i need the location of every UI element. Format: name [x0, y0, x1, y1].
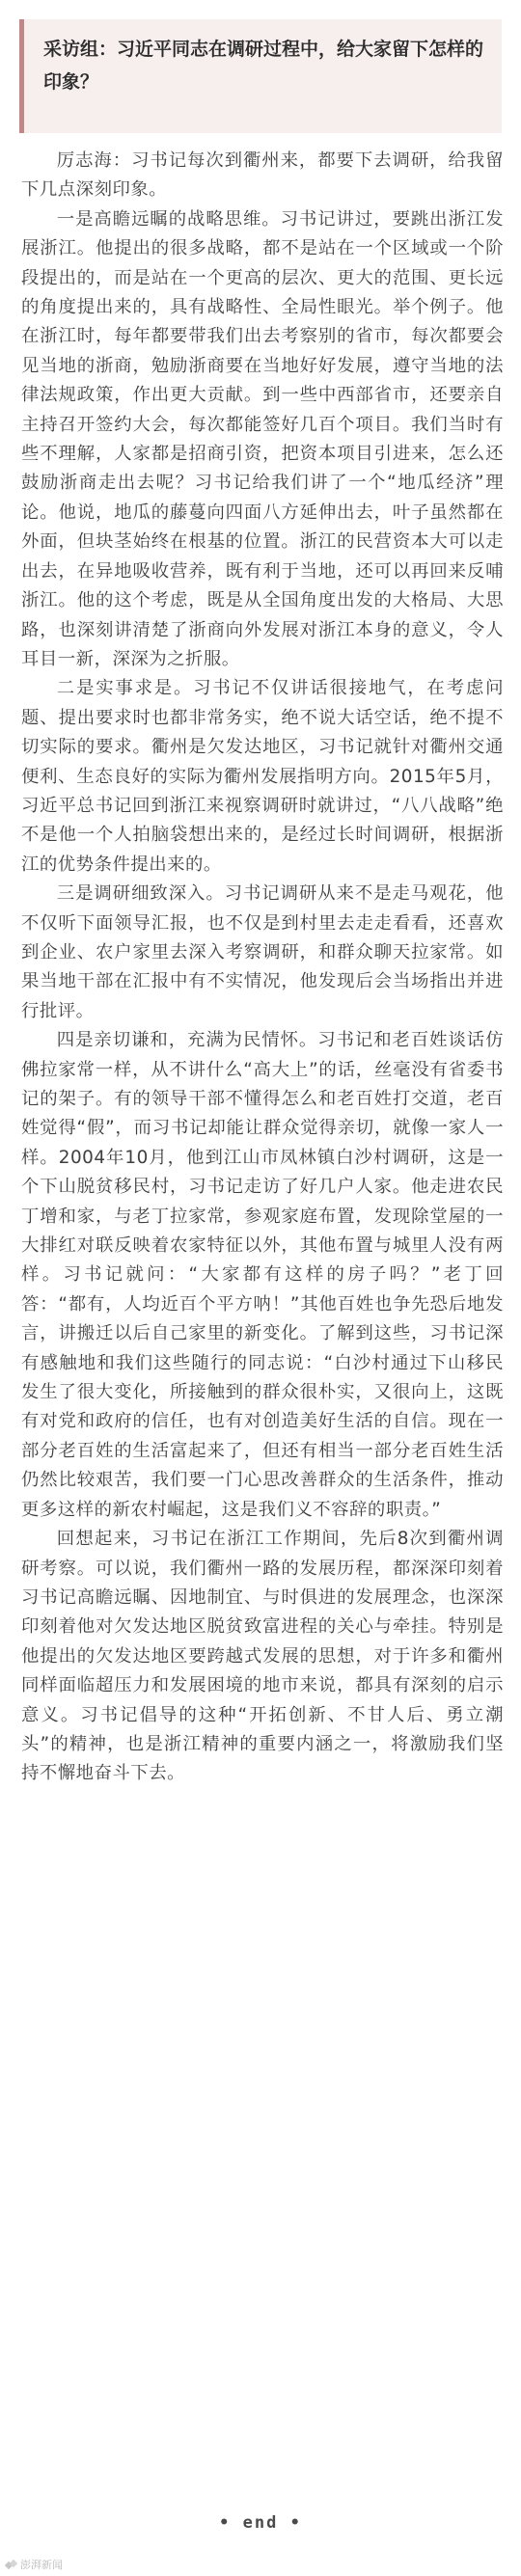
point-one-paragraph: 一是高瞻远瞩的战略思维。习书记讲过，要跳出浙江发展浙江。他提出的很多战略，都不是站在一个区域或一个阶段提出的，而是站在一个更高的层次、更大的范围、更长远的角度提出来的，具有战略性、全局性眼光。举个例子。他在浙江时，每年都要带我们出去考察别的省市，每次都要会见当地的浙商，勉励浙商要在当地好好发展，遵守当地的法律法规政策，作出更大贡献。到一些中西部省市，还要亲自主持召开签约大会，每次都能签好几百个项目。我们当时有些不理解，人家都是招商引资，把资本项目引进来，怎么还鼓励浙商走出去呢？习书记给我们讲了一个“地瓜经济”理论。他说，地瓜的藤蔓向四面八方延伸出去，叶子虽然都在外面，但块茎始终在根基的位置。浙江的民营资本大可以走出去，在异地吸收营养，既有利于当地，还可以再回来反哺浙江。他的这个考虑，既是从全国角度出发的大格局、大思路，也深刻讲清楚了浙商向外发展对浙江本身的意义，令人耳目一新，深深为之折服。	[21, 208, 504, 669]
end-marker: • end •	[219, 2513, 302, 2533]
watermark-text: 澎湃新闻	[20, 2559, 63, 2571]
point-four-paragraph: 四是亲切谦和，充满为民情怀。习书记和老百姓谈话仿佛拉家常一样，从不讲什么“高大上”的话，丝毫没有省委书记的架子。有的领导干部不懂得怎么和老百姓打交道，老百姓觉得“假”，而习书记却能让群众觉得亲切，就像一家人一样。2004年10月，他到江山市凤林镇白沙村调研，这是一个下山脱贫移民村，习书记走访了好几户人家。他走进农民丁增和家，与老丁拉家常，参观家庭布置，发现除堂屋的一大排红对联反映着农家特征以外，其他布置与城里人没有两样。习书记就问：“大家都有这样的房子吗？”老丁回答：“都有，人均近百个平方呐！”其他百姓也争先恐后地发言，讲搬迁以后自己家里的新变化。了解到这些，习书记深有感触地和我们这些随行的同志说：“白沙村通过下山移民发生了很大变化，所接触到的群众很朴实，又很向上，这既有对党和政府的信任，也有对创造美好生活的自信。现在一部分老百姓的生活富起来了，但还有相当一部分老百姓生活仍然比较艰苦，我们要一门心思改善群众的生活条件，推动更多这样的新农村崛起，这是我们义不容辞的职责。”	[21, 1030, 504, 1520]
watermark-logo-icon	[6, 2560, 17, 2570]
point-two-paragraph: 二是实事求是。习书记不仅讲话很接地气，在考虑问题、提出要求时也都非常务实，绝不说大话空话，绝不提不切实际的要求。衢州是欠发达地区，习书记就针对衢州交通便利、生态良好的实际为衢州发展指明方向。2015年5月，习近平总书记回到浙江来视察调研时就讲过，“八八战略”绝不是他一个人拍脑袋想出来的，是经过长时间调研，根据浙江的优势条件提出来的。	[21, 678, 504, 875]
interview-question-box	[19, 19, 502, 133]
interview-question: 采访组：习近平同志在调研过程中，给大家留下怎样的印象？	[43, 39, 484, 93]
article-body	[21, 147, 504, 1789]
conclusion-paragraph: 回想起来，习书记在浙江工作期间，先后8次到衢州调研考察。可以说，我们衢州一路的发展历程，都深深印刻着习书记高瞻远瞩、因地制宜、与时俱进的发展理念，也深深印刻着他对欠发达地区脱贫致富进程的关心与牵挂。特别是他提出的欠发达地区要跨越式发展的思想，对于许多和衢州同样面临超压力和发展困境的地市来说，都具有深刻的启示意义。习书记倡导的这种“开拓创新、不甘人后、勇立潮头”的精神，也是浙江精神的重要内涵之一，将激励我们坚持不懈地奋斗下去。	[21, 1529, 504, 1784]
answer-intro-paragraph: 厉志海：习书记每次到衢州来，都要下去调研，给我留下几点深刻印象。	[21, 150, 504, 201]
watermark	[6, 2557, 63, 2572]
point-three-paragraph: 三是调研细致深入。习书记调研从来不是走马观花，他不仅听下面领导汇报，也不仅是到村里去走走看看，还喜欢到企业、农户家里去深入考察调研，和群众聊天拉家常。如果当地干部在汇报中有不实情况，他发现后会当场指出并进行批评。	[21, 883, 504, 1021]
